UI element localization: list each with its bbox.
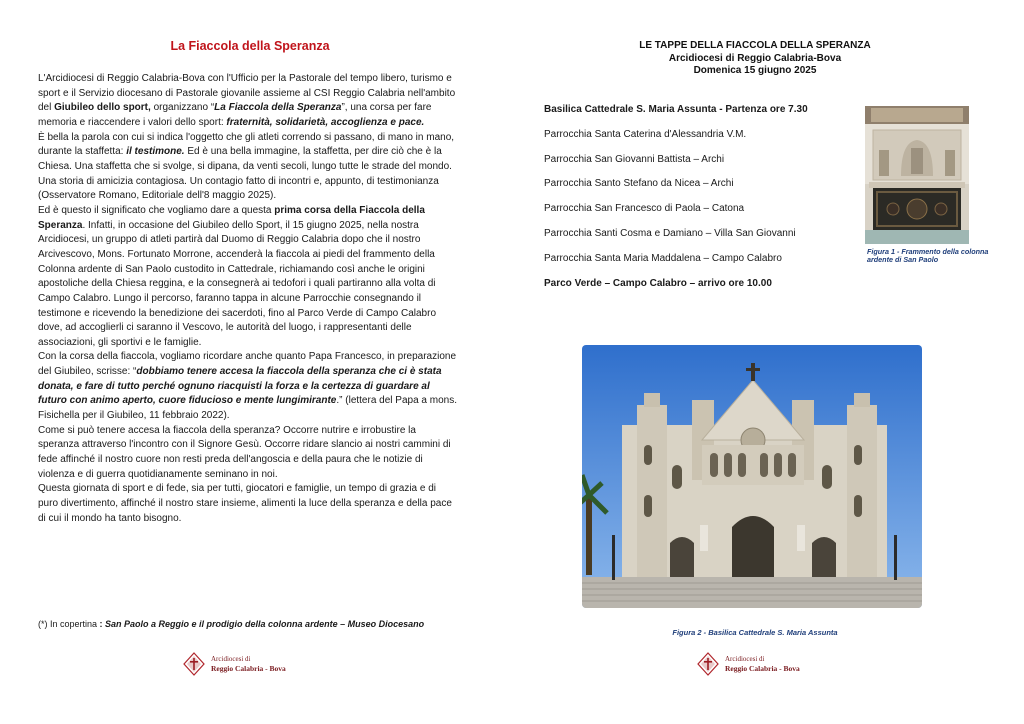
text-span: .” (lettera del Papa a mons. Fisichella per il Giubileo, 11 febbraio 2022).: [38, 395, 457, 422]
logo-line2: Reggio Calabria - Bova: [725, 664, 800, 673]
stage-item: Parrocchia Santa Maria Maddalena – Campo Calabro: [544, 252, 782, 264]
text-span: . Infatti, in occasione del Giubileo dello Sport, il 15 giugno 2025, nella nostra Arcidiocesi, un gruppo di atleti partirà dal Duomo di Reggio Calabria dopo che il nostro Arcivescovo, Mons. Fortunato Morrone, accenderà la fiaccola ai piedi del frammento della Colonna ardente di San Paolo custodito in Cattedrale, richiamando così anche le origini apostoliche della Chiesa reggina, e la consegnerà ai tedofori i quali partiranno alla volta di Campo Calabro. Lungo il percorso, faranno tappa in alcune Parrocchie consegnando il testimone e ricevendo la benedizione dei sacerdoti, fino al Parco Verde di Campo Calabro dove, ad accoglierli ci saranno il Vescovo, le autorità del luogo, i rappresentanti delle associazioni, gli sportivi e le famiglie.: [38, 219, 437, 348]
header-diocese: Arcidiocesi di Reggio Calabria-Bova: [668, 52, 842, 64]
text-span: Ed è questo il significato che vogliamo dare a questa: [38, 204, 275, 216]
bold-italic-span: La Fiaccola della Speranza: [214, 102, 342, 114]
page-title: La Fiaccola della Speranza: [170, 39, 330, 53]
cover-note-text: San Paolo a Reggio e il prodigio della colonna ardente – Museo Diocesano: [102, 619, 425, 629]
figure-2-image: [582, 345, 922, 608]
logo-line1: Arcidiocesi di: [211, 655, 251, 663]
bold-italic-span: dobbiamo tenere accesa la fiaccola della speranza che ci è stata donata, e fare di tutto perché ognuno riacquisti la forza e la certezza di guardare al futuro con animo aperto, cuore fiducioso e mente lungimirante: [38, 366, 442, 407]
stage-item: Parrocchia Santi Cosma e Damiano – Villa San Giovanni: [544, 227, 796, 239]
diocese-emblem-icon: [697, 652, 719, 676]
bold-span: Giubileo dello sport,: [54, 102, 151, 114]
cover-note-prefix: (*) In copertina: [38, 619, 100, 629]
stages-list: [544, 103, 808, 301]
stage-start: Basilica Cattedrale S. Maria Assunta - Partenza ore 7.30: [544, 104, 808, 115]
text-span: ”, una corsa per fare memoria e riaccendere i valori dello sport:: [38, 102, 432, 128]
text-span: È bella la parola con cui si indica l'oggetto che gli atleti correndo si passano, di mano in mano, durante la staffetta:: [38, 131, 455, 158]
paragraph-speranza: Come si può tenere accesa la fiaccola della speranza? Occorre nutrire e irrobustire la speranza attraverso l'incontro con il Signore Gesù. Occorre ridare slancio ai nostri cammini di fede affinché il nostro cuore non resti preda dell'angoscia e della paura che le notizie di violenza e di guerra quotidianamente seminano in noi.: [38, 424, 451, 480]
figure-2-caption: Figura 2 - Basilica Cattedrale S. Maria Assunta: [672, 628, 838, 637]
logo-line2: Reggio Calabria - Bova: [211, 664, 286, 673]
text-span: L'Arcidiocesi di Reggio Calabria-Bova con l'Ufficio per la Pastorale del tempo libero, turismo e sport e il Servizio diocesano di Pastorale giovanile assieme al CSI Reggio Calabria nell'ambito del: [38, 73, 456, 114]
paragraph-papa: [38, 350, 458, 423]
header-title: LE TAPPE DELLA FIACCOLA DELLA SPERANZA: [639, 40, 871, 51]
bold-italic-span: fraternità, solidarietà, accoglienza e pace.: [226, 116, 425, 128]
paragraph-corsa: [38, 204, 458, 351]
figure-1-image: [865, 106, 969, 244]
stage-item: Parrocchia San Giovanni Battista – Archi: [544, 153, 725, 165]
diocese-logo: [697, 652, 800, 676]
bold-span: prima corsa della Fiaccola della Speranza: [38, 204, 425, 231]
cover-note-colon: :: [99, 619, 103, 629]
stage-arrival: Parco Verde – Campo Calabro – arrivo ore 10.00: [544, 277, 772, 289]
text-span: organizzano “: [150, 102, 215, 114]
paragraph-conclusione: Questa giornata di sport e di fede, sia per tutti, giocatori e famiglie, un tempo di grazia e di puro divertimento, affinché il nostro stare insieme, alimenti la luce della speranza e della pace di cui il mondo ha tanto bisogno.: [38, 483, 452, 524]
bold-italic-span: il testimone.: [126, 146, 185, 158]
diocese-emblem-icon: [183, 652, 205, 676]
body-text: [38, 72, 458, 526]
logo-line1: Arcidiocesi di: [725, 655, 765, 663]
diocese-logo: [183, 652, 286, 676]
right-page: [512, 0, 1024, 724]
stage-item: Parrocchia Santo Stefano da Nicea – Archi: [544, 178, 734, 190]
header-date: Domenica 15 giugno 2025: [693, 65, 817, 76]
text-span: Ed è una bella immagine, la staffetta, per dire ciò che è la Chiesa. Una staffetta che si svolge, si dipana, da venti secoli, lungo tutte le strade del mondo. Una storia di amicizia contagiosa. Un contagio fatto di incontri e, appunto, di testimonianza (Osservatore Romano, Editoriale dell'8 maggio 2025).: [38, 146, 452, 202]
figure-1-caption: Figura 1 - Frammento della colonna ardente di San Paolo: [867, 247, 989, 265]
text-span: Con la corsa della fiaccola, vogliamo ricordare anche quanto Papa Francesco, in preparazione del Giubileo, scrisse: “: [38, 351, 457, 378]
stage-item: Parrocchia San Francesco di Paola – Catona: [544, 203, 745, 215]
paragraph-testimone: [38, 131, 458, 204]
cover-note: [38, 619, 424, 629]
paragraph-intro: [38, 72, 458, 131]
stages-header: [512, 40, 998, 78]
stage-item: Parrocchia Santa Caterina d'Alessandria V.M.: [544, 128, 747, 140]
